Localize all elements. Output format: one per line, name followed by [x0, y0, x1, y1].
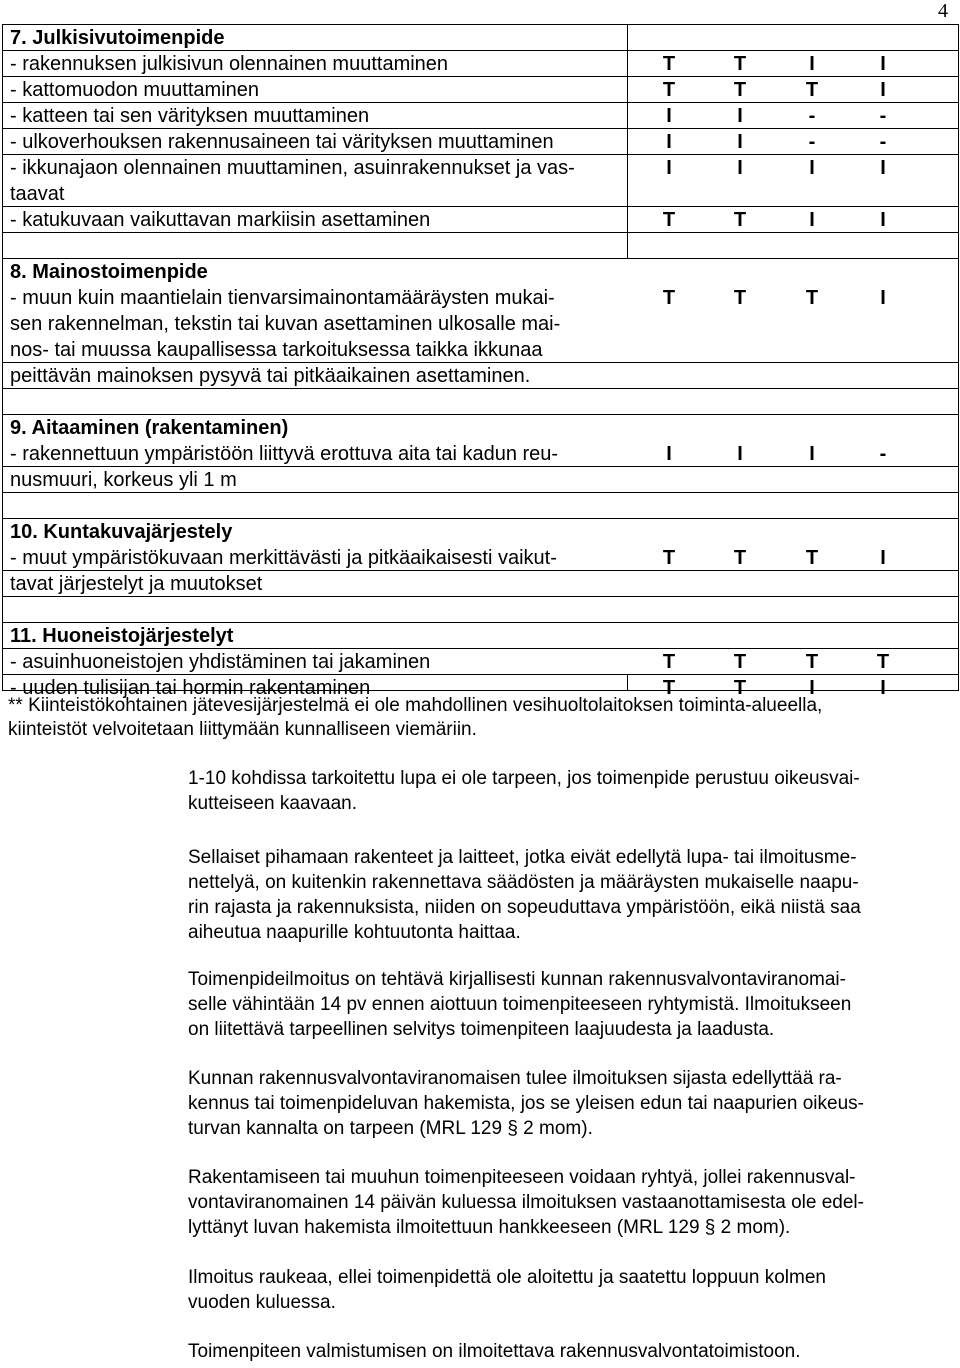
permit-mark: I — [880, 287, 886, 309]
permit-mark: - — [879, 443, 887, 465]
paragraph-line: kutteiseen kaavaan. — [188, 793, 358, 814]
note-paragraph — [188, 1066, 958, 1141]
page-number: 4 — [938, 0, 948, 22]
paragraph-line: nettelyä, on kuitenkin rakennettava säädösten ja määräysten mukaiselle naapu- — [188, 872, 859, 893]
table-row-text: - katteen tai sen värityksen muuttaminen — [10, 105, 370, 127]
footnote-line: kiinteistöt velvoitetaan liittymään kunnalliseen viemäriin. — [8, 719, 477, 740]
note-paragraph — [188, 967, 958, 1042]
permit-mark: I — [737, 157, 743, 179]
permit-mark: I — [880, 79, 886, 101]
permit-mark: I — [737, 131, 743, 153]
permit-mark: I — [666, 105, 672, 127]
permit-mark: T — [805, 547, 819, 569]
permit-table — [2, 24, 959, 699]
paragraph-line: Toimenpiteen valmistumisen on ilmoitettava rakennusvalvontatoimistoon. — [188, 1341, 801, 1362]
footnote-line: ** Kiinteistökohtainen jätevesijärjestelmä ei ole mahdollinen vesihuoltolaitoksen toiminta-alueella, — [8, 695, 823, 716]
table-row-text: - kattomuodon muuttaminen — [10, 79, 260, 101]
table-rule — [2, 24, 3, 690]
permit-mark: I — [666, 157, 672, 179]
paragraph-line: lyttänyt luvan hakemista ilmoitettuun hankkeeseen (MRL 129 § 2 mom). — [188, 1217, 791, 1238]
section-heading: 9. Aitaaminen (rakentaminen) — [10, 417, 289, 439]
table-row-text: - uuden tulisijan tai hormin rakentaminen — [10, 677, 371, 699]
permit-mark: T — [733, 651, 747, 673]
paragraph-line: turvan kannalta on tarpeen (MRL 129 § 2 mom). — [188, 1118, 593, 1139]
permit-mark: T — [662, 53, 676, 75]
permit-mark: I — [880, 677, 886, 699]
permit-mark: T — [733, 547, 747, 569]
permit-mark: - — [879, 105, 887, 127]
paragraph-line: Kunnan rakennusvalvontaviranomaisen tulee ilmoituksen sijasta edellyttää ra- — [188, 1068, 842, 1089]
permit-mark: T — [662, 287, 676, 309]
section-heading: 7. Julkisivutoimenpide — [10, 27, 225, 49]
permit-mark: T — [805, 79, 819, 101]
paragraph-line: vontaviranomainen 14 päivän kuluessa ilmoituksen vastaanottamisesta ole edel- — [188, 1192, 864, 1213]
table-rule — [627, 674, 628, 690]
table-row-text: taavat — [10, 183, 65, 205]
permit-mark: I — [809, 677, 815, 699]
table-row-text: - asuinhuoneistojen yhdistäminen tai jakaminen — [10, 651, 431, 673]
paragraph-line: on liitettävä tarpeellinen selvitys toimenpiteen laajuudesta ja laadusta. — [188, 1019, 775, 1040]
permit-mark: T — [662, 547, 676, 569]
paragraph-line: kennus tai toimenpideluvan hakemista, jos se yleisen edun tai naapurien oikeus- — [188, 1093, 864, 1114]
paragraph-line: vuoden kuluessa. — [188, 1292, 336, 1313]
paragraph-line: rin rajasta ja rakennuksista, niiden on sopeuduttava ympäristöön, eikä niistä saa — [188, 897, 861, 918]
table-row-text: - muun kuin maantielain tienvarsimainontamääräysten mukai- — [10, 287, 555, 309]
section-heading: 10. Kuntakuvajärjestely — [10, 521, 233, 543]
permit-mark: T — [733, 53, 747, 75]
permit-mark: T — [662, 209, 676, 231]
paragraph-line: Sellaiset pihamaan rakenteet ja laitteet, jotka eivät edellytä lupa- tai ilmoitusme- — [188, 847, 857, 868]
permit-mark: T — [662, 677, 676, 699]
paragraph-line: Ilmoitus raukeaa, ellei toimenpidettä ole aloitettu ja saatettu loppuun kolmen — [188, 1267, 826, 1288]
section-heading: 11. Huoneistojärjestelyt — [10, 625, 234, 647]
table-row-text: nusmuuri, korkeus yli 1 m — [10, 469, 237, 491]
permit-mark: T — [662, 79, 676, 101]
permit-mark: I — [666, 131, 672, 153]
table-row-text: - katukuvaan vaikuttavan markiisin asettaminen — [10, 209, 431, 231]
note-paragraph — [188, 1265, 958, 1315]
permit-mark: I — [880, 209, 886, 231]
permit-mark: T — [733, 677, 747, 699]
permit-mark: T — [805, 651, 819, 673]
permit-mark: T — [876, 651, 890, 673]
note-paragraph — [188, 845, 958, 945]
note-paragraph — [188, 1165, 958, 1240]
table-row-text: - muut ympäristökuvaan merkittävästi ja pitkäaikaisesti vaikut- — [10, 547, 557, 569]
permit-mark: I — [737, 443, 743, 465]
paragraph-line: selle vähintään 14 pv ennen aiottuun toimenpiteeseen ryhtymistä. Ilmoitukseen — [188, 994, 852, 1015]
table-row-text: - rakennuksen julkisivun olennainen muuttaminen — [10, 53, 449, 75]
note-paragraph — [188, 766, 958, 816]
permit-mark: - — [879, 131, 887, 153]
permit-mark: T — [733, 209, 747, 231]
table-row-text: - rakennettuun ympäristöön liittyvä erottuva aita tai kadun reu- — [10, 443, 559, 465]
permit-mark: I — [666, 443, 672, 465]
paragraph-line: Toimenpideilmoitus on tehtävä kirjallisesti kunnan rakennusvalvontaviranomai- — [188, 969, 846, 990]
note-paragraph — [188, 1339, 958, 1364]
table-row-text: peittävän mainoksen pysyvä tai pitkäaikainen asettaminen. — [10, 365, 531, 387]
table-row-text: - ulkoverhouksen rakennusaineen tai värityksen muuttaminen — [10, 131, 554, 153]
permit-mark: T — [733, 287, 747, 309]
permit-mark: T — [662, 651, 676, 673]
permit-mark: I — [880, 157, 886, 179]
permit-mark: I — [737, 105, 743, 127]
paragraph-line: 1-10 kohdissa tarkoitettu lupa ei ole tarpeen, jos toimenpide perustuu oikeusvai- — [188, 768, 860, 789]
permit-mark: T — [733, 79, 747, 101]
table-rule — [627, 24, 628, 258]
permit-mark: I — [880, 53, 886, 75]
section-heading: 8. Mainostoimenpide — [10, 261, 208, 283]
permit-mark: I — [809, 157, 815, 179]
permit-mark: I — [880, 547, 886, 569]
permit-mark: I — [809, 209, 815, 231]
permit-mark: T — [805, 287, 819, 309]
footnote — [8, 694, 953, 742]
table-row-text: nos- tai muussa kaupallisessa tarkoituksessa taikka ikkunaa — [10, 339, 543, 361]
table-row-text: tavat järjestelyt ja muutokset — [10, 573, 263, 595]
table-rule — [958, 24, 959, 690]
permit-mark: I — [809, 53, 815, 75]
table-row-text: sen rakennelman, tekstin tai kuvan asettaminen ulkosalle mai- — [10, 313, 561, 335]
paragraph-line: Rakentamiseen tai muuhun toimenpiteeseen voidaan ryhtyä, jollei rakennusval- — [188, 1167, 856, 1188]
permit-mark: - — [808, 131, 816, 153]
permit-mark: I — [809, 443, 815, 465]
permit-mark: - — [808, 105, 816, 127]
table-row-text: - ikkunajaon olennainen muuttaminen, asuinrakennukset ja vas- — [10, 157, 575, 179]
paragraph-line: aiheutua naapurille kohtuutonta haittaa. — [188, 922, 521, 943]
